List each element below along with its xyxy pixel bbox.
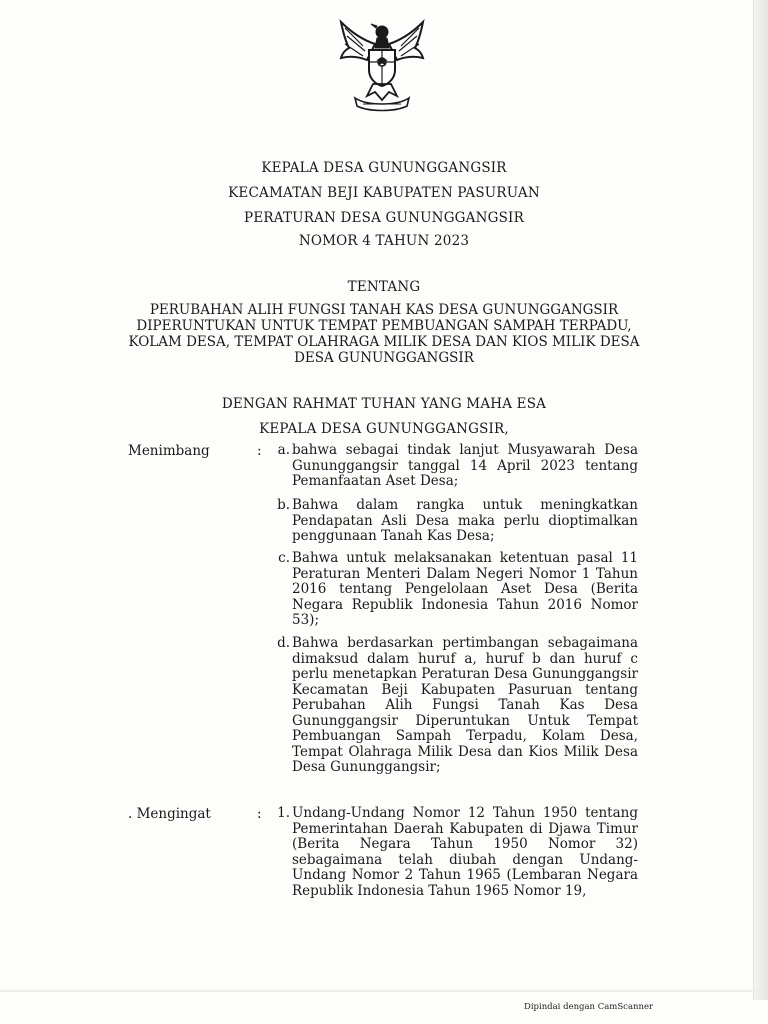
- menimbang-item-a: [266, 443, 638, 490]
- menimbang-colon: :: [257, 443, 262, 459]
- menimbang-item-b: [266, 498, 638, 545]
- scanner-watermark: Dipindai dengan CamScanner: [524, 1002, 654, 1012]
- title-line: DESA GUNUNGGANGSIR: [294, 350, 474, 366]
- mengingat-item-1: [266, 806, 638, 899]
- item-text: Bahwa berdasarkan pertimbangan sebagaimana dimaksud dalam huruf a, huruf b dan huruf c perlu menetapkan Peraturan Desa Gununggangsir Kecamatan Beji Kabupaten Pasuruan tentang Perubahan Alih Fungsi Tanah Kas Desa Gununggangsir Diperuntukan Untuk Tempat Pembuangan Sampah Terpadu, Kolam Desa, Tempat Olahraga Milik Desa dan Kios Milik Desa Desa Gununggangsir;: [292, 635, 638, 775]
- item-text: bahwa sebagai tindak lanjut Musyawarah Desa Gununggangsir tanggal 14 April 2023 tentang Pemanfaatan Aset Desa;: [292, 442, 638, 489]
- item-text: Bahwa untuk melaksanakan ketentuan pasal 11 Peraturan Menteri Dalam Negeri Nomor 1 Tahun 2016 tentang Pengelolaan Aset Desa (Berita Negara Republik Indonesia Tahun 2016 Nomor 53);: [292, 550, 638, 628]
- header-line-4: NOMOR 4 TAHUN 2023: [298, 233, 470, 249]
- item-marker: a.: [277, 442, 290, 458]
- about-label: TENTANG: [347, 279, 421, 295]
- item-text: Undang-Undang Nomor 12 Tahun 1950 tentang Pemerintahan Daerah Kabupaten di Djawa Timur (Berita Negara Tahun 1950 Nomor 32) sebagaimana telah diubah dengan Undang-Undang Nomor 2 Tahun 1965 (Lembaran Negara Republik Indonesia Tahun 1965 Nomor 19,: [292, 805, 638, 899]
- menimbang-item-d: [266, 636, 638, 776]
- mengingat-colon: :: [257, 806, 262, 822]
- title-line: PERUBAHAN ALIH FUNGSI TANAH KAS DESA GUNUNGGANGSIR: [149, 302, 619, 318]
- item-text: Bahwa dalam rangka untuk meningkatkan Pendapatan Asli Desa maka perlu dioptimalkan penggunaan Tanah Kas Desa;: [292, 497, 638, 544]
- title-line: DIPERUNTUKAN UNTUK TEMPAT PEMBUANGAN SAMPAH TERPADU,: [136, 318, 632, 334]
- menimbang-item-c: [266, 551, 638, 629]
- header-line-2: KECAMATAN BEJI KABUPATEN PASURUAN: [228, 185, 540, 201]
- header-line-3: PERATURAN DESA GUNUNGGANGSIR: [244, 210, 524, 226]
- item-marker: 1.: [277, 805, 290, 821]
- mengingat-label: . Mengingat: [128, 806, 211, 822]
- scan-edge: [753, 0, 768, 1000]
- menimbang-label: Menimbang: [128, 443, 210, 459]
- scan-bottom-line: [0, 990, 760, 992]
- title-line: KOLAM DESA, TEMPAT OLAHRAGA MILIK DESA DAN KIOS MILIK DESA: [128, 334, 640, 350]
- header-line-1: KEPALA DESA GUNUNGGANGSIR: [261, 160, 507, 176]
- item-marker: c.: [278, 550, 290, 566]
- preamble-line-2: KEPALA DESA GUNUNGGANGSIR,: [259, 421, 509, 437]
- item-marker: d.: [277, 635, 290, 651]
- item-marker: b.: [277, 497, 290, 513]
- regulation-title: [0, 302, 768, 366]
- preamble-line-1: DENGAN RAHMAT TUHAN YANG MAHA ESA: [221, 396, 547, 412]
- garuda-emblem-icon: [333, 18, 431, 118]
